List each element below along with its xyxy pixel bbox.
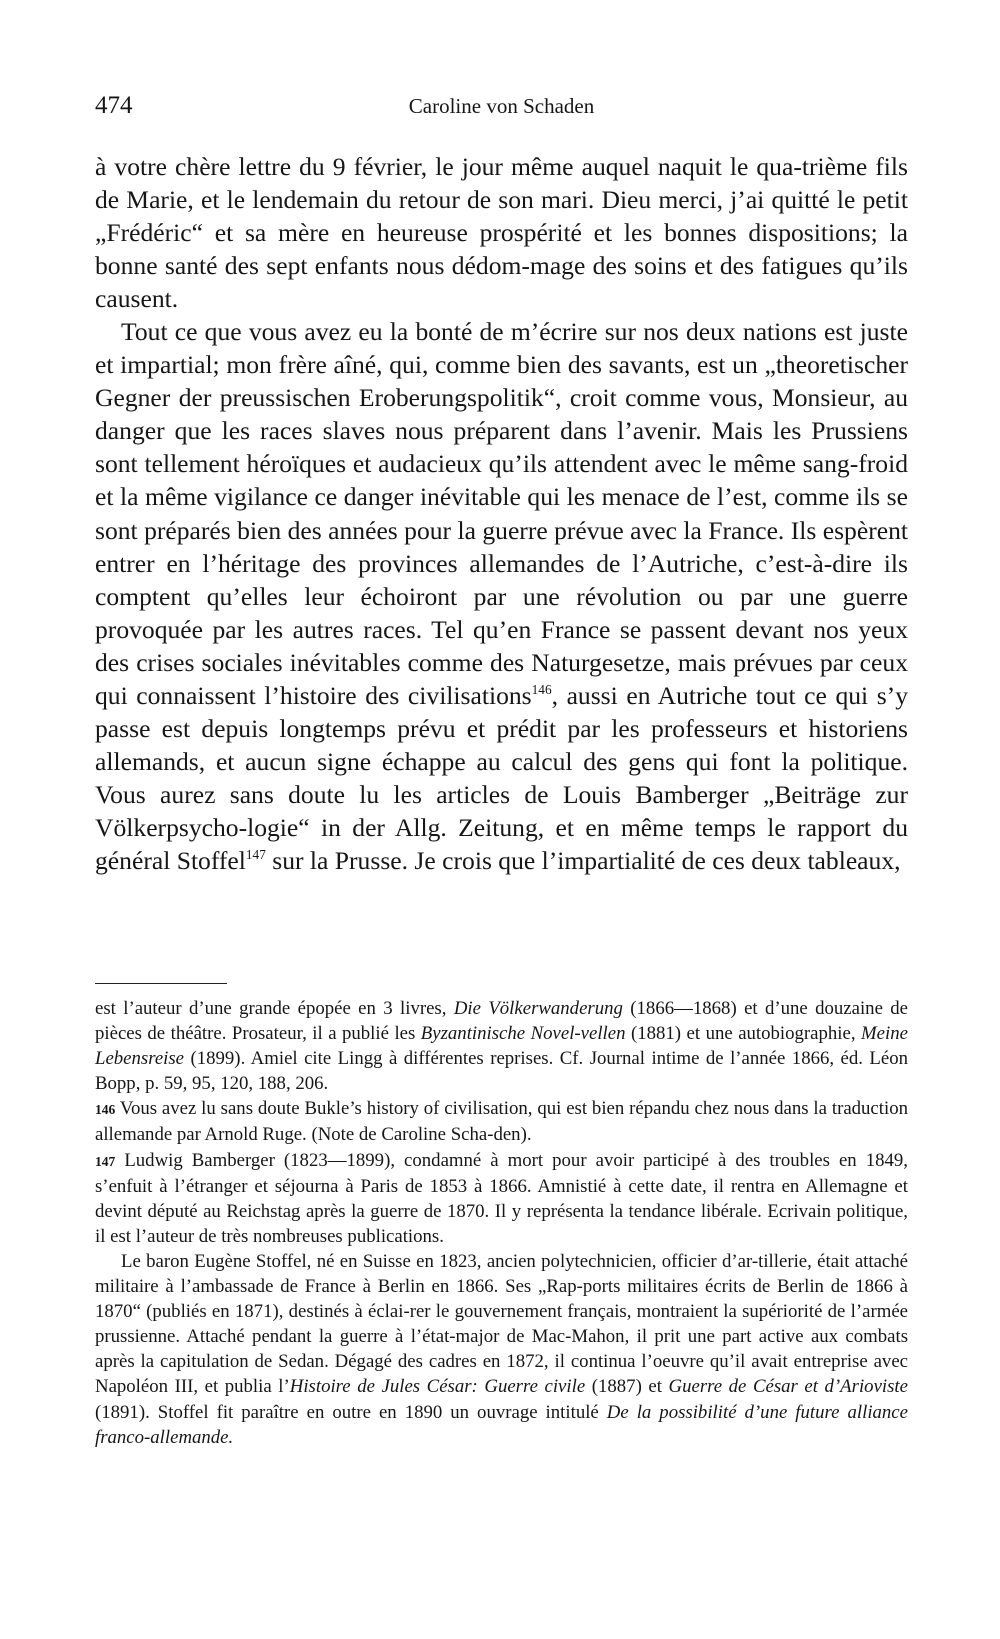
paragraph-2 [95, 315, 908, 877]
footnote-147-stoffel [95, 1249, 908, 1450]
book-title: Die Völkerwanderung [453, 998, 623, 1019]
footnote-text: (1881) et une autobiographie, [625, 1023, 862, 1045]
paragraph-2-part-b: , aussi en Autriche tout ce qui s’y passe est depuis longtemps prévu et prédit par les professeurs et historiens allemands, et aucun signe échappe au calcul des gens qui font la politique. Vous aurez sans doute lu les articles de Louis Bamberger „Beiträge zur Völkerpsycho-logie“ in der Allg. Zeitung, et en même temps le rapport du général Stoffel [95, 680, 909, 875]
book-title: Meine Lebensreise [95, 1023, 908, 1070]
footnotes [95, 996, 908, 1450]
footnote-text: Le baron Eugène Stoffel, né en Suisse en 1823, ancien polytechnicien, officier d’ar-tillerie, était attaché militaire à l’ambassade de France à Berlin en 1866. Ses „Rap-ports militaires écrits de Berlin de 1866 à 1870“ (publiés en 1871), destinés à éclai-rer le gouvernement français, montraient la supériorité de l’armée prussienne. Attaché pendant la guerre à l’état-major de Mac-Mahon, il prit une part active aux combats après la capitulation de Sedan. Dégagé des cadres en 1872, il continua l’oeuvre qu’il avait entreprise avec Napoléon III, et publia l’ [95, 1250, 908, 1398]
book-title: Histoire de Jules César: Guerre civile [289, 1376, 586, 1398]
main-text [95, 150, 908, 877]
footnote-text: (1899). Amiel cite Lingg à différentes reprises. Cf. Journal intime de l’année 1866, éd. Léon Bopp, p. 59, 95, 120, 188, 206. [95, 1048, 908, 1095]
footnote-text: Ludwig Bamberger (1823—1899), condamné à mort pour avoir participé à des troubles en 1849, s’enfuit à l’étranger et séjourna à Paris de 1853 à 1866. Amnistié à cette date, il rentra en Allemagne et devint député au Reichstag après la guerre de 1870. Il y représenta la tendance libérale. Ecrivain politique, il est l’auteur de très nombreuses publications. [95, 1149, 908, 1247]
paragraph-2-part-c: sur la Prusse. Je crois que l’impartialité de ces deux tableaux, [265, 845, 901, 875]
running-title: Caroline von Schaden [408, 94, 595, 118]
book-title: De la possibilité d’une future alliance franco-allemande. [95, 1401, 908, 1448]
footnote-text: (1866—1868) et d’une douzaine de pièces de théâtre. Prosateur, il a publié les [95, 998, 909, 1045]
book-title: Guerre de César et d’Arioviste [668, 1376, 908, 1398]
footnote-ref-147: 147 [245, 847, 266, 863]
footnote-number: 147 [95, 1153, 116, 1169]
footnote-divider [95, 983, 227, 984]
page-header [95, 92, 908, 132]
page-number: 474 [95, 92, 133, 119]
footnote-146 [95, 1096, 908, 1147]
footnote-number: 146 [95, 1102, 116, 1118]
footnote-text: est l’auteur d’une grande épopée en 3 livres, [95, 998, 454, 1019]
footnote-147 [95, 1148, 908, 1249]
footnote-continued [95, 996, 908, 1096]
footnote-text: (1891). Stoffel fit paraître en outre en 1890 un ouvrage intitulé [95, 1401, 607, 1423]
paragraph-2-part-a: Tout ce que vous avez eu la bonté de m’écrire sur nos deux nations est juste et impartial; mon frère aîné, qui, comme bien des savants, est un „theoretischer Gegner der preussischen Eroberungspolitik“, croit comme vous, Monsieur, au danger que les races slaves nous préparent dans l’avenir. Mais les Prussiens sont tellement héroïques et audacieux qu’ils attendent avec le même sang-froid et la même vigilance ce danger inévitable qui les menace de l’est, comme ils se sont préparés bien des années pour la guerre prévue avec la France. Ils espèrent entrer en l’héritage des provinces allemandes de l’Autriche, c’est-à-dire ils comptent qu’elles leur échoiront par une révolution ou par une guerre provoquée par les autres races. Tel qu’en France se passent devant nos yeux des crises sociales inévitables comme des Naturgesetze, mais prévues par ceux qui connaissent l’histoire des civilisations [95, 317, 908, 710]
footnote-text: Vous avez lu sans doute Bukle’s history of civilisation, qui est bien répandu chez nous dans la traduction allemande par Arnold Ruge. (Note de Caroline Scha-den). [95, 1098, 908, 1146]
footnote-ref-146: 146 [531, 681, 552, 697]
book-title: Byzantinische Novel-vellen [420, 1023, 626, 1045]
paragraph-1: à votre chère lettre du 9 février, le jour même auquel naquit le qua-trième fils de Marie, et le lendemain du retour de son mari. Dieu merci, j’ai quitté le petit „Frédéric“ et sa mère en heureuse prospérité et les bonnes dispositions; la bonne santé des sept enfants nous dédom-mage des soins et des fatigues qu’ils causent. [95, 152, 908, 314]
footnote-text: (1887) et [585, 1376, 669, 1398]
